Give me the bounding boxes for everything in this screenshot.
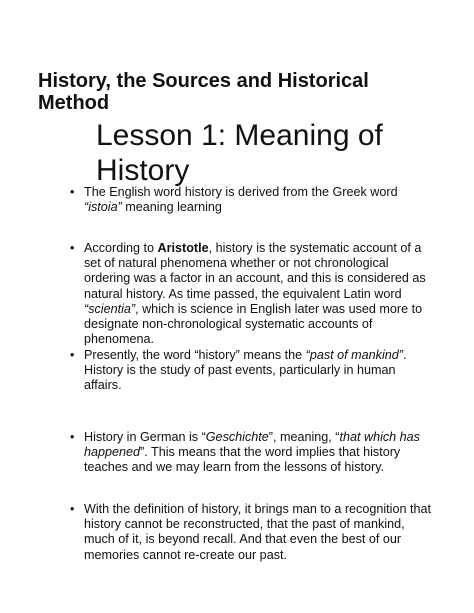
bullet-4-geschichte: Geschichte	[205, 430, 269, 444]
bullet-4-text-2: ”, meaning, “	[268, 430, 340, 444]
bullet-item-2	[70, 241, 436, 347]
bullet-2-text-1: According to	[84, 241, 158, 255]
bullet-2-latin-word: “scientia”	[84, 301, 136, 316]
bullet-1-text-1: The English word history is derived from the Greek word	[84, 185, 398, 199]
bullet-3-past-of-mankind: “past of mankind”	[305, 348, 403, 362]
bullet-2-text-2: , history is the systematic account of a set of natural phenomena whether or not chronological ordering was a factor in an account, and this is considered as natural history. As time passed, the equivalent Latin word	[84, 241, 426, 301]
bullet-item-4	[70, 430, 436, 476]
bullet-dot: •	[70, 430, 75, 444]
document-title: History, the Sources and Historical Method	[38, 70, 369, 114]
bullet-2-text-3: , which is science in English later was used more to designate non-chronological systematic accounts of phenomena.	[84, 301, 423, 347]
bullet-dot: •	[70, 348, 75, 362]
bullet-3-text-1: Presently, the word “history” means the	[84, 348, 306, 362]
bullet-dot: •	[70, 241, 75, 255]
bullet-dot: •	[70, 502, 75, 516]
bullet-item-5	[70, 502, 436, 563]
bullet-4-that-which-has-happened: that which has happened	[84, 430, 420, 460]
bullet-4-text-3: ”. This means that the word implies that history teaches and we may learn from the lessons of history.	[84, 445, 401, 475]
bullet-4-text-1: History in German is “	[84, 430, 206, 444]
bullet-2-aristotle: Aristotle	[157, 241, 209, 255]
bullet-dot: •	[70, 185, 75, 199]
bullet-1-text-2: meaning learning	[121, 200, 222, 215]
bullet-item-1	[70, 185, 436, 215]
bullet-3-text-2: . History is the study of past events, particularly in human affairs.	[84, 348, 407, 393]
bullet-5-text-1: With the definition of history, it brings man to a recognition that history cannot be reconstructed, that the past of mankind, much of it, is beyond recall. And that even the best of our memories cannot re-create our past.	[84, 502, 431, 562]
lesson-title: Lesson 1: Meaning of History	[96, 119, 383, 187]
bullet-item-3	[70, 348, 436, 394]
bullet-1-greek-word: “istoia”	[84, 200, 122, 215]
